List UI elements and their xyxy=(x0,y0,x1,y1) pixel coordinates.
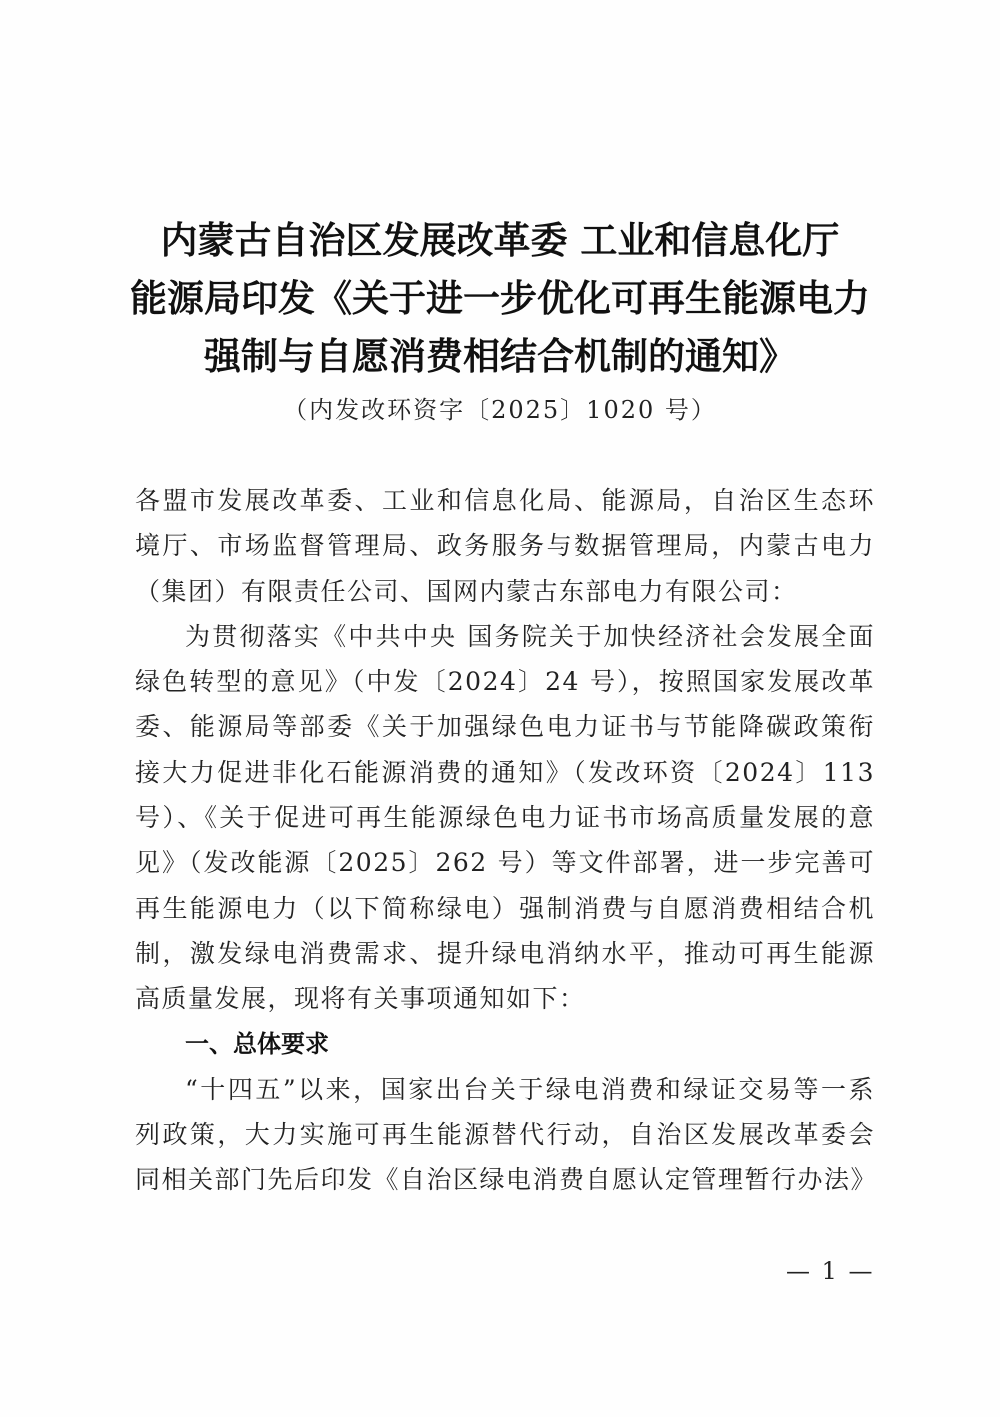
section-heading: 一、总体要求 xyxy=(185,1029,329,1058)
title-line-2: 能源局印发《关于进一步优化可再生能源电力 xyxy=(130,277,870,320)
section-paragraph: “十四五”以来，国家出台关于绿电消费和绿证交易等一系列政策，大力实施可再生能源替代行动，自治区发展改革委会同相关部门先后印发《自治区绿电消费自愿认定管理暂行办法》 xyxy=(135,1074,878,1195)
document-number: （内发改环资字〔2025〕1020 号） xyxy=(283,396,717,424)
document-title xyxy=(100,212,900,430)
page-number: — 1 — xyxy=(786,1257,875,1285)
recipients-paragraph: 各盟市发展改革委、工业和信息化局、能源局，自治区生态环境厅、市场监督管理局、政务服务与数据管理局，内蒙古电力（集团）有限责任公司、国网内蒙古东部电力有限公司： xyxy=(135,486,875,606)
title-line-3: 强制与自愿消费相结合机制的通知》 xyxy=(204,335,796,378)
document-body xyxy=(135,478,878,1202)
title-line-1: 内蒙古自治区发展改革委 工业和信息化厅 xyxy=(160,219,840,262)
intro-paragraph: 为贯彻落实《中共中央 国务院关于加快经济社会发展全面绿色转型的意见》（中发〔2024〕24 号），按照国家发展改革委、能源局等部委《关于加强绿色电力证书与节能降碳政策衔接大力促进非化石能源消费的通知》（发改环资〔2024〕113 号）、《关于促进可再生能源绿色电力证书市场高质量发展的意见》（发改能源〔2025〕262 号）等文件部署，进一步完善可再生能源电力（以下简称绿电）强制消费与自愿消费相结合机制，激发绿电消费需求、提升绿电消纳水平，推动可再生能源高质量发展，现将有关事项通知如下： xyxy=(135,621,875,1014)
